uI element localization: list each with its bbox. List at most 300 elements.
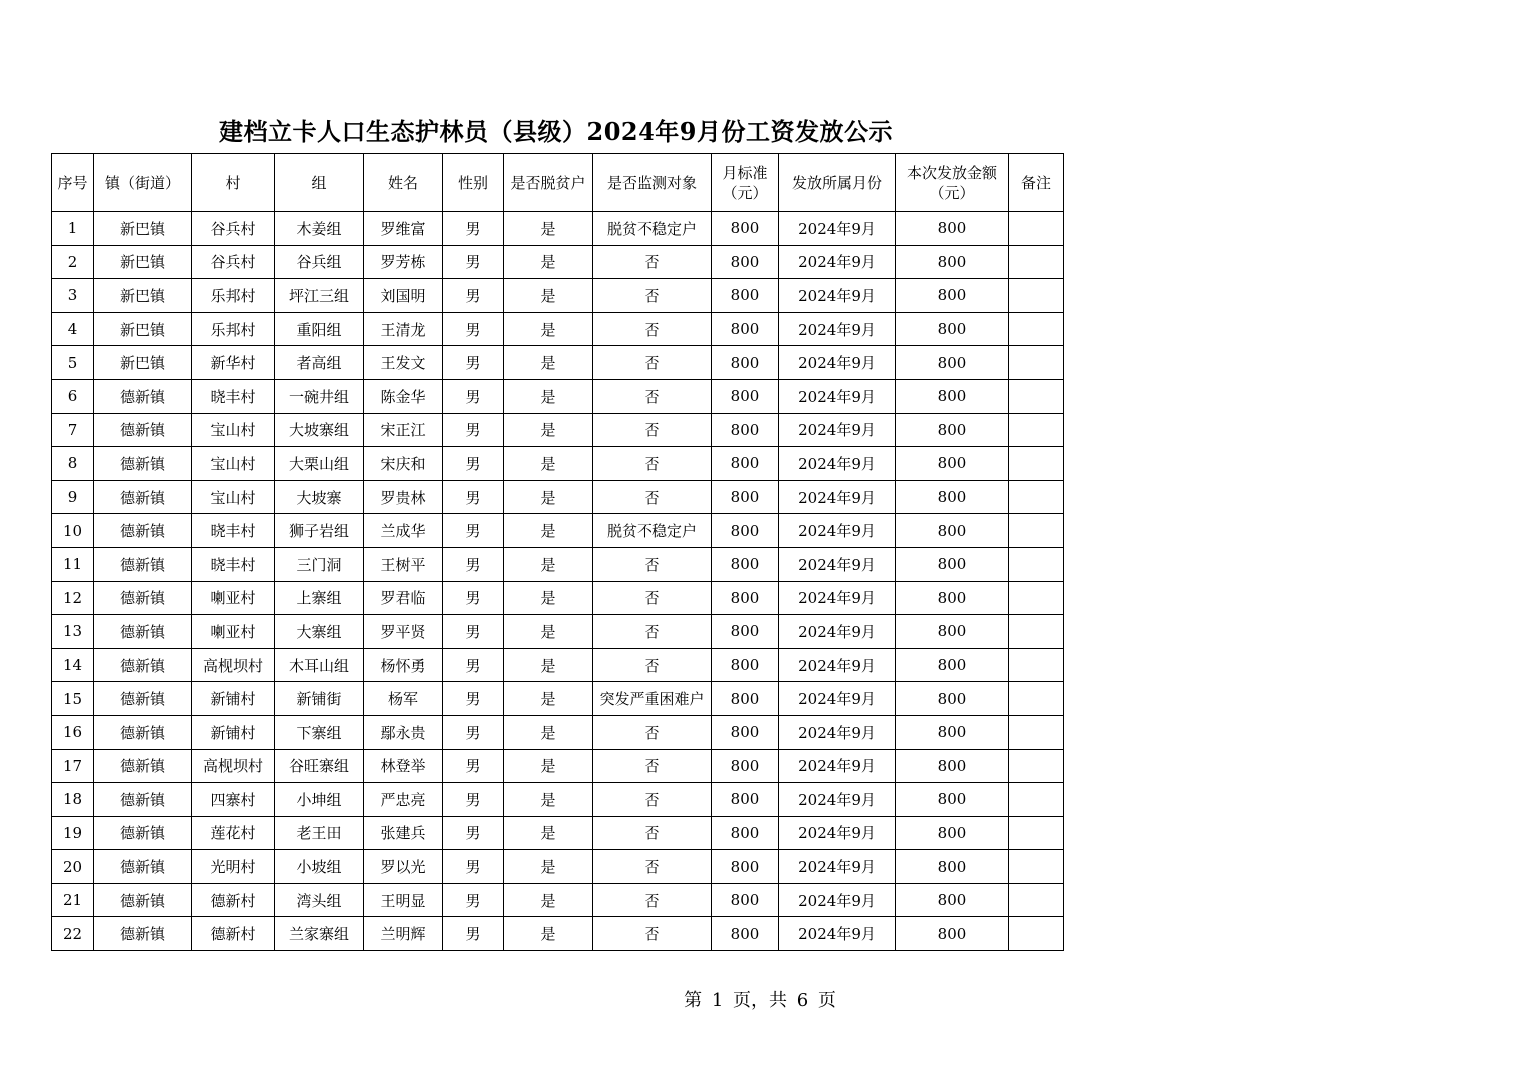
- table-cell: 张建兵: [364, 816, 443, 850]
- table-cell: 800: [712, 547, 779, 581]
- table-cell: 2024年9月: [779, 514, 896, 548]
- table-cell: 2: [52, 245, 94, 279]
- table-cell: 一碗井组: [275, 379, 364, 413]
- table-cell: [1009, 413, 1064, 447]
- table-cell: 男: [443, 379, 504, 413]
- table-cell: 800: [896, 682, 1009, 716]
- table-cell: 谷兵村: [192, 245, 275, 279]
- table-row: [52, 648, 1064, 682]
- table-cell: 2024年9月: [779, 648, 896, 682]
- table-cell: 是: [504, 715, 593, 749]
- table-cell: 否: [593, 816, 712, 850]
- column-header: 备注: [1009, 154, 1064, 212]
- table-cell: 12: [52, 581, 94, 615]
- table-cell: 否: [593, 850, 712, 884]
- table-cell: 罗芳栋: [364, 245, 443, 279]
- table-cell: 7: [52, 413, 94, 447]
- table-cell: 王发文: [364, 346, 443, 380]
- footer-suffix: 页: [817, 990, 836, 1011]
- table-row: [52, 346, 1064, 380]
- table-cell: 男: [443, 715, 504, 749]
- table-cell: 2024年9月: [779, 212, 896, 246]
- table-cell: 800: [712, 615, 779, 649]
- table-cell: 2024年9月: [779, 615, 896, 649]
- table-cell: [1009, 312, 1064, 346]
- table-cell: 是: [504, 514, 593, 548]
- table-cell: 是: [504, 850, 593, 884]
- table-cell: 5: [52, 346, 94, 380]
- table-cell: 德新镇: [94, 615, 192, 649]
- table-cell: 是: [504, 480, 593, 514]
- table-cell: 是: [504, 413, 593, 447]
- table-cell: 2024年9月: [779, 447, 896, 481]
- table-cell: 是: [504, 783, 593, 817]
- table-cell: [1009, 682, 1064, 716]
- table-cell: 谷兵村: [192, 212, 275, 246]
- table-row: [52, 850, 1064, 884]
- table-cell: 男: [443, 783, 504, 817]
- column-header: 月标准（元）: [712, 154, 779, 212]
- table-cell: 上寨组: [275, 581, 364, 615]
- table-cell: 2024年9月: [779, 682, 896, 716]
- table-cell: 罗平贤: [364, 615, 443, 649]
- table-cell: 德新镇: [94, 715, 192, 749]
- table-cell: 男: [443, 648, 504, 682]
- table-cell: 德新镇: [94, 783, 192, 817]
- table-cell: 800: [896, 346, 1009, 380]
- table-cell: 10: [52, 514, 94, 548]
- table-cell: 德新镇: [94, 547, 192, 581]
- table-cell: 四寨村: [192, 783, 275, 817]
- table-cell: 2024年9月: [779, 715, 896, 749]
- table-cell: 德新镇: [94, 480, 192, 514]
- table-cell: 者高组: [275, 346, 364, 380]
- table-cell: 陈金华: [364, 379, 443, 413]
- footer-mid: 页，共: [733, 990, 787, 1011]
- table-cell: 2024年9月: [779, 346, 896, 380]
- table-cell: 兰明辉: [364, 917, 443, 951]
- column-header: 发放所属月份: [779, 154, 896, 212]
- table-cell: 否: [593, 245, 712, 279]
- table-cell: 14: [52, 648, 94, 682]
- table-cell: 男: [443, 581, 504, 615]
- table-row: [52, 212, 1064, 246]
- table-cell: 800: [712, 917, 779, 951]
- table-cell: 800: [896, 749, 1009, 783]
- table-cell: [1009, 212, 1064, 246]
- table-cell: 是: [504, 447, 593, 481]
- table-cell: 高枧坝村: [192, 648, 275, 682]
- table-cell: 宝山村: [192, 447, 275, 481]
- column-header: 是否监测对象: [593, 154, 712, 212]
- table-cell: 2024年9月: [779, 312, 896, 346]
- table-cell: 13: [52, 615, 94, 649]
- table-cell: 狮子岩组: [275, 514, 364, 548]
- table-cell: 重阳组: [275, 312, 364, 346]
- table-cell: 800: [712, 749, 779, 783]
- table-cell: 德新镇: [94, 413, 192, 447]
- table-row: [52, 581, 1064, 615]
- table-cell: 男: [443, 547, 504, 581]
- table-cell: 脱贫不稳定户: [593, 212, 712, 246]
- table-cell: 800: [712, 514, 779, 548]
- table-cell: 3: [52, 279, 94, 313]
- table-cell: 新巴镇: [94, 212, 192, 246]
- table-cell: 800: [712, 682, 779, 716]
- table-cell: 宋正江: [364, 413, 443, 447]
- table-cell: 三门洞: [275, 547, 364, 581]
- table-cell: 800: [896, 883, 1009, 917]
- table-cell: 德新镇: [94, 447, 192, 481]
- table-cell: 6: [52, 379, 94, 413]
- table-cell: 800: [712, 379, 779, 413]
- table-body: [52, 212, 1064, 951]
- table-cell: 男: [443, 514, 504, 548]
- table-cell: 杨怀勇: [364, 648, 443, 682]
- table-cell: 18: [52, 783, 94, 817]
- table-cell: 大坡寨组: [275, 413, 364, 447]
- table-row: [52, 312, 1064, 346]
- table-cell: 800: [712, 715, 779, 749]
- table-cell: 否: [593, 279, 712, 313]
- table-cell: [1009, 816, 1064, 850]
- table-cell: 男: [443, 917, 504, 951]
- table-row: [52, 783, 1064, 817]
- table-cell: 否: [593, 346, 712, 380]
- table-cell: 新铺街: [275, 682, 364, 716]
- table-row: [52, 883, 1064, 917]
- table-cell: 15: [52, 682, 94, 716]
- table-cell: 19: [52, 816, 94, 850]
- table-cell: 罗以光: [364, 850, 443, 884]
- table-row: [52, 749, 1064, 783]
- table-row: [52, 514, 1064, 548]
- table-cell: 德新村: [192, 917, 275, 951]
- table-cell: 乐邦村: [192, 279, 275, 313]
- table-cell: 大坡寨: [275, 480, 364, 514]
- table-cell: 谷兵组: [275, 245, 364, 279]
- table-cell: 德新镇: [94, 682, 192, 716]
- table-cell: [1009, 850, 1064, 884]
- table-cell: 800: [712, 648, 779, 682]
- table-cell: 男: [443, 312, 504, 346]
- table-cell: 800: [712, 279, 779, 313]
- table-cell: 湾头组: [275, 883, 364, 917]
- table-cell: 8: [52, 447, 94, 481]
- table-cell: 小坤组: [275, 783, 364, 817]
- table-cell: 鄢永贵: [364, 715, 443, 749]
- table-header-row: [52, 154, 1064, 212]
- table-cell: 喇亚村: [192, 615, 275, 649]
- page-title: 建档立卡人口生态护林员（县级）2024年9月份工资发放公示: [219, 117, 893, 146]
- table-cell: 宝山村: [192, 413, 275, 447]
- table-cell: 男: [443, 245, 504, 279]
- table-cell: 800: [712, 447, 779, 481]
- table-cell: 是: [504, 245, 593, 279]
- table-cell: 800: [712, 581, 779, 615]
- table-cell: 兰成华: [364, 514, 443, 548]
- table-cell: 800: [712, 816, 779, 850]
- table-cell: 否: [593, 783, 712, 817]
- table-cell: 是: [504, 883, 593, 917]
- table-cell: [1009, 245, 1064, 279]
- table-cell: 2024年9月: [779, 917, 896, 951]
- table-cell: 德新镇: [94, 379, 192, 413]
- table-cell: 22: [52, 917, 94, 951]
- footer-total-pages: 6: [796, 990, 809, 1011]
- table-row: [52, 715, 1064, 749]
- column-header: 性别: [443, 154, 504, 212]
- table-cell: 800: [712, 480, 779, 514]
- table-cell: 800: [896, 917, 1009, 951]
- table-cell: 1: [52, 212, 94, 246]
- table-cell: [1009, 715, 1064, 749]
- table-cell: 是: [504, 648, 593, 682]
- table-cell: 男: [443, 682, 504, 716]
- table-cell: 大栗山组: [275, 447, 364, 481]
- table-cell: 800: [712, 850, 779, 884]
- table-cell: 800: [712, 883, 779, 917]
- table-cell: 否: [593, 379, 712, 413]
- table-cell: 大寨组: [275, 615, 364, 649]
- table-cell: 男: [443, 346, 504, 380]
- salary-table: [51, 153, 1064, 951]
- table-cell: [1009, 547, 1064, 581]
- table-cell: 2024年9月: [779, 581, 896, 615]
- table-cell: [1009, 514, 1064, 548]
- table-cell: 800: [712, 783, 779, 817]
- table-cell: 800: [896, 447, 1009, 481]
- table-cell: 德新镇: [94, 749, 192, 783]
- table-cell: 男: [443, 480, 504, 514]
- table-cell: 否: [593, 447, 712, 481]
- table-cell: 新巴镇: [94, 245, 192, 279]
- table-cell: 德新镇: [94, 648, 192, 682]
- table-cell: 800: [896, 279, 1009, 313]
- table-cell: 是: [504, 212, 593, 246]
- table-cell: 16: [52, 715, 94, 749]
- table-cell: 是: [504, 279, 593, 313]
- table-cell: 2024年9月: [779, 547, 896, 581]
- table-cell: 谷旺寨组: [275, 749, 364, 783]
- table-cell: [1009, 379, 1064, 413]
- table-cell: 莲花村: [192, 816, 275, 850]
- table-cell: [1009, 346, 1064, 380]
- column-header: 镇（街道）: [94, 154, 192, 212]
- table-cell: 新铺村: [192, 682, 275, 716]
- table-cell: 林登举: [364, 749, 443, 783]
- table-row: [52, 480, 1064, 514]
- table-cell: 男: [443, 883, 504, 917]
- table-cell: 男: [443, 816, 504, 850]
- table-cell: [1009, 279, 1064, 313]
- table-cell: 是: [504, 547, 593, 581]
- table-cell: 800: [896, 480, 1009, 514]
- table-cell: 杨军: [364, 682, 443, 716]
- table-cell: 刘国明: [364, 279, 443, 313]
- table-row: [52, 547, 1064, 581]
- table-cell: [1009, 615, 1064, 649]
- table-cell: 800: [712, 346, 779, 380]
- table-cell: 20: [52, 850, 94, 884]
- table-cell: 小坡组: [275, 850, 364, 884]
- table-cell: [1009, 480, 1064, 514]
- table-cell: 德新镇: [94, 850, 192, 884]
- table-cell: 男: [443, 212, 504, 246]
- table-cell: 2024年9月: [779, 480, 896, 514]
- table-cell: 木姜组: [275, 212, 364, 246]
- table-cell: 否: [593, 749, 712, 783]
- table-cell: 下寨组: [275, 715, 364, 749]
- table-cell: 高枧坝村: [192, 749, 275, 783]
- column-header: 组: [275, 154, 364, 212]
- table-cell: 德新镇: [94, 917, 192, 951]
- table-cell: 是: [504, 749, 593, 783]
- table-cell: [1009, 883, 1064, 917]
- column-header: 姓名: [364, 154, 443, 212]
- table-cell: 是: [504, 346, 593, 380]
- table-cell: 罗维富: [364, 212, 443, 246]
- table-cell: 800: [896, 212, 1009, 246]
- table-cell: 11: [52, 547, 94, 581]
- table-cell: 800: [896, 783, 1009, 817]
- table-cell: 2024年9月: [779, 749, 896, 783]
- column-header: 本次发放金额（元）: [896, 154, 1009, 212]
- footer-prefix: 第: [684, 990, 703, 1011]
- table-cell: [1009, 783, 1064, 817]
- footer-page-number: 1: [711, 990, 724, 1011]
- column-header: 村: [192, 154, 275, 212]
- table-cell: 800: [896, 615, 1009, 649]
- table-cell: 是: [504, 581, 593, 615]
- table-cell: 德新镇: [94, 514, 192, 548]
- table-cell: 晓丰村: [192, 514, 275, 548]
- table-cell: 800: [896, 715, 1009, 749]
- table-cell: 坪江三组: [275, 279, 364, 313]
- table-cell: [1009, 581, 1064, 615]
- table-cell: 800: [896, 850, 1009, 884]
- table-cell: 2024年9月: [779, 279, 896, 313]
- table-cell: 是: [504, 917, 593, 951]
- table-cell: 9: [52, 480, 94, 514]
- table-cell: 突发严重困难户: [593, 682, 712, 716]
- table-cell: 乐邦村: [192, 312, 275, 346]
- table-row: [52, 279, 1064, 313]
- table-cell: 否: [593, 883, 712, 917]
- table-cell: 2024年9月: [779, 783, 896, 817]
- table-cell: 800: [896, 581, 1009, 615]
- table-cell: 2024年9月: [779, 379, 896, 413]
- table-cell: 新巴镇: [94, 346, 192, 380]
- table-row: [52, 379, 1064, 413]
- table-cell: 800: [896, 312, 1009, 346]
- table-cell: 男: [443, 615, 504, 649]
- table-cell: 男: [443, 413, 504, 447]
- table-cell: 2024年9月: [779, 850, 896, 884]
- table-cell: 800: [896, 816, 1009, 850]
- table-cell: 罗贵林: [364, 480, 443, 514]
- table-row: [52, 413, 1064, 447]
- table-cell: 21: [52, 883, 94, 917]
- table-cell: 800: [896, 648, 1009, 682]
- table-cell: 宝山村: [192, 480, 275, 514]
- table-cell: 2024年9月: [779, 413, 896, 447]
- table-cell: 德新镇: [94, 816, 192, 850]
- table-cell: 男: [443, 850, 504, 884]
- table-cell: [1009, 917, 1064, 951]
- table-cell: 4: [52, 312, 94, 346]
- table-cell: 否: [593, 917, 712, 951]
- table-cell: 新巴镇: [94, 279, 192, 313]
- table-cell: 800: [896, 379, 1009, 413]
- table-cell: 否: [593, 312, 712, 346]
- table-cell: 否: [593, 715, 712, 749]
- table-row: [52, 447, 1064, 481]
- table-cell: [1009, 648, 1064, 682]
- table-cell: 光明村: [192, 850, 275, 884]
- table-cell: 是: [504, 379, 593, 413]
- table-cell: 否: [593, 413, 712, 447]
- table-row: [52, 682, 1064, 716]
- table-cell: 喇亚村: [192, 581, 275, 615]
- table-cell: 新华村: [192, 346, 275, 380]
- table-cell: 男: [443, 279, 504, 313]
- table-cell: 是: [504, 816, 593, 850]
- table-cell: 德新村: [192, 883, 275, 917]
- table-row: [52, 245, 1064, 279]
- table-cell: 800: [896, 547, 1009, 581]
- table-cell: 男: [443, 447, 504, 481]
- table-cell: 800: [712, 212, 779, 246]
- column-header: 是否脱贫户: [504, 154, 593, 212]
- table-cell: 严忠亮: [364, 783, 443, 817]
- table-cell: 800: [896, 245, 1009, 279]
- table-cell: 是: [504, 312, 593, 346]
- table-cell: 老王田: [275, 816, 364, 850]
- table-cell: 否: [593, 547, 712, 581]
- table-row: [52, 816, 1064, 850]
- table-cell: 王清龙: [364, 312, 443, 346]
- table-cell: 德新镇: [94, 883, 192, 917]
- table-row: [52, 917, 1064, 951]
- table-cell: 否: [593, 480, 712, 514]
- table-cell: 否: [593, 615, 712, 649]
- table-cell: 兰家寨组: [275, 917, 364, 951]
- table-cell: [1009, 749, 1064, 783]
- table-cell: 宋庆和: [364, 447, 443, 481]
- table-cell: 脱贫不稳定户: [593, 514, 712, 548]
- table-cell: 德新镇: [94, 581, 192, 615]
- table-cell: 2024年9月: [779, 245, 896, 279]
- table-cell: 2024年9月: [779, 816, 896, 850]
- table-cell: 男: [443, 749, 504, 783]
- table-cell: 800: [712, 245, 779, 279]
- table-cell: 木耳山组: [275, 648, 364, 682]
- table-cell: 否: [593, 581, 712, 615]
- table-cell: 800: [712, 312, 779, 346]
- table-cell: 王明显: [364, 883, 443, 917]
- table-cell: 罗君临: [364, 581, 443, 615]
- table-cell: 800: [712, 413, 779, 447]
- table-cell: 王树平: [364, 547, 443, 581]
- table-row: [52, 615, 1064, 649]
- table-cell: 否: [593, 648, 712, 682]
- table-cell: 新铺村: [192, 715, 275, 749]
- table-cell: 2024年9月: [779, 883, 896, 917]
- table-cell: 晓丰村: [192, 547, 275, 581]
- table-cell: 800: [896, 413, 1009, 447]
- table-cell: 新巴镇: [94, 312, 192, 346]
